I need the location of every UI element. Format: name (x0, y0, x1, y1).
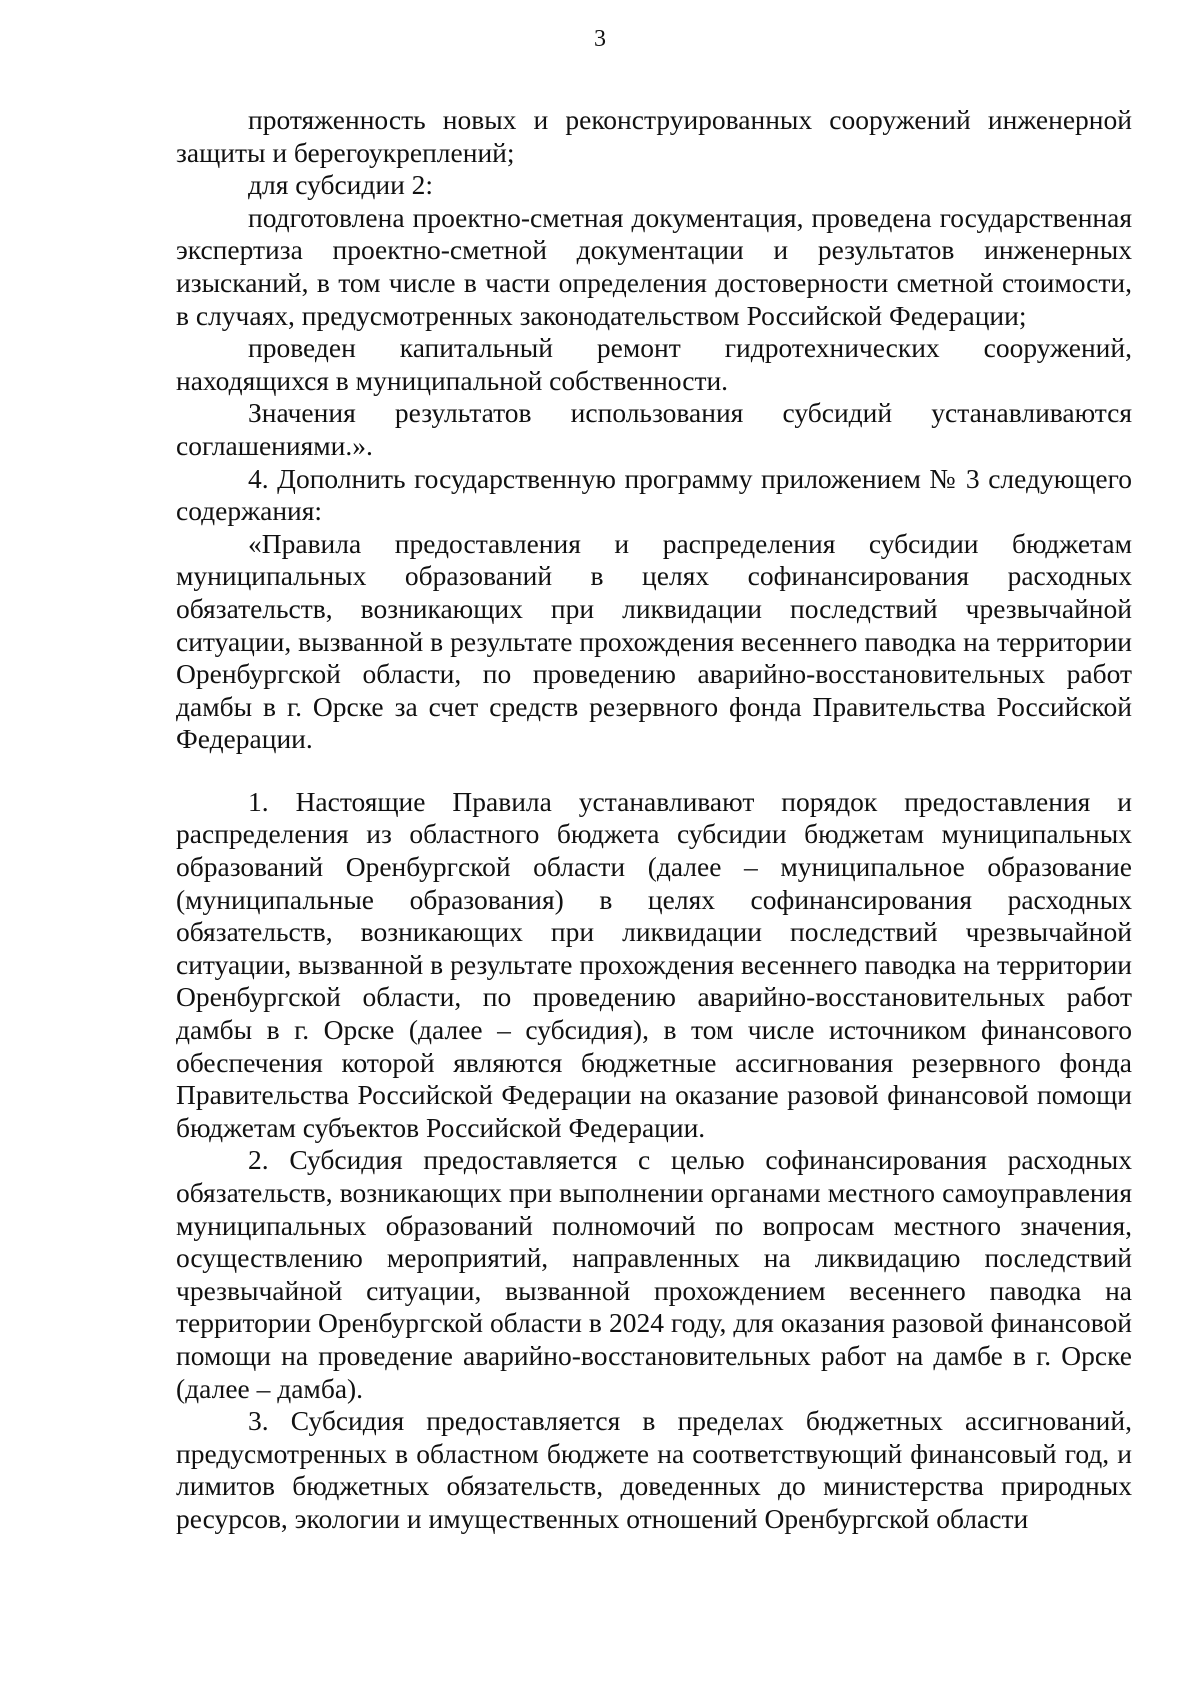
document-body (176, 104, 1132, 1536)
paragraph-rule-1: 1. Настоящие Правила устанавливают порядок предоставления и распределения из областного бюджета субсидии бюджетам муниципальных образований Оренбургской области (далее – муниципальное образование (муниципальные образования) в целях софинансирования расходных обязательств, возникающих при ликвидации последствий чрезвычайной ситуации, вызванной в результате прохождения весеннего паводка на территории Оренбургской области, по проведению аварийно-восстановительных работ дамбы в г. Орске (далее – субсидия), в том числе источником финансового обеспечения которой являются бюджетные ассигнования резервного фонда Правительства Российской Федерации на оказание разовой финансовой помощи бюджетам субъектов Российской Федерации. (176, 785, 1132, 1143)
paragraph-length-of-structures: протяженность новых и реконструированных сооружений инженерной защиты и берегоукреплений; (176, 104, 1132, 168)
paragraph-design-documentation: подготовлена проектно-сметная документация, проведена государственная экспертиза проектно-сметной документации и результатов инженерных изысканий, в том числе в части определения достоверности сметной стоимости, в случаях, предусмотренных законодательством Российской Федерации; (176, 201, 1132, 331)
paragraph-capital-repair: проведен капитальный ремонт гидротехнических сооружений, находящихся в муниципальной собственности. (176, 332, 1132, 396)
page-number: 3 (594, 26, 606, 52)
paragraph-rule-3: 3. Субсидия предоставляется в пределах бюджетных ассигнований, предусмотренных в областном бюджете на соответствующий финансовый год, и лимитов бюджетных обязательств, доведенных до министерства природных ресурсов, экологии и имущественных отношений Оренбургской области (176, 1405, 1132, 1534)
paragraph-rule-2: 2. Субсидия предоставляется с целью софинансирования расходных обязательств, возникающих при выполнении органами местного самоуправления муниципальных образований полномочий по вопросам местного значения, осуществлению мероприятий, направленных на ликвидацию последствий чрезвычайной ситуации, вызванной прохождением весеннего паводка на территории Оренбургской области в 2024 году, для оказания разовой финансовой помощи на проведение аварийно-восстановительных работ на дамбе в г. Орске (далее – дамба). (176, 1144, 1132, 1404)
paragraph-rules-title: «Правила предоставления и распределения субсидии бюджетам муниципальных образований в целях софинансирования расходных обязательств, возникающих при ликвидации последствий чрезвычайной ситуации, вызванной в результате прохождения весеннего паводка на территории Оренбургской области, по проведению аварийно-восстановительных работ дамбы в г. Орске за счет средств резервного фонда Правительства Российской Федерации. (176, 527, 1132, 755)
paragraph-subsidy-2-heading: для субсидии 2: (248, 169, 434, 201)
paragraph-supplement-program: 4. Дополнить государственную программу приложением № 3 следующего содержания: (176, 462, 1132, 527)
paragraph-result-values: Значения результатов использования субсидий устанавливаются соглашениями.». (176, 397, 1132, 461)
